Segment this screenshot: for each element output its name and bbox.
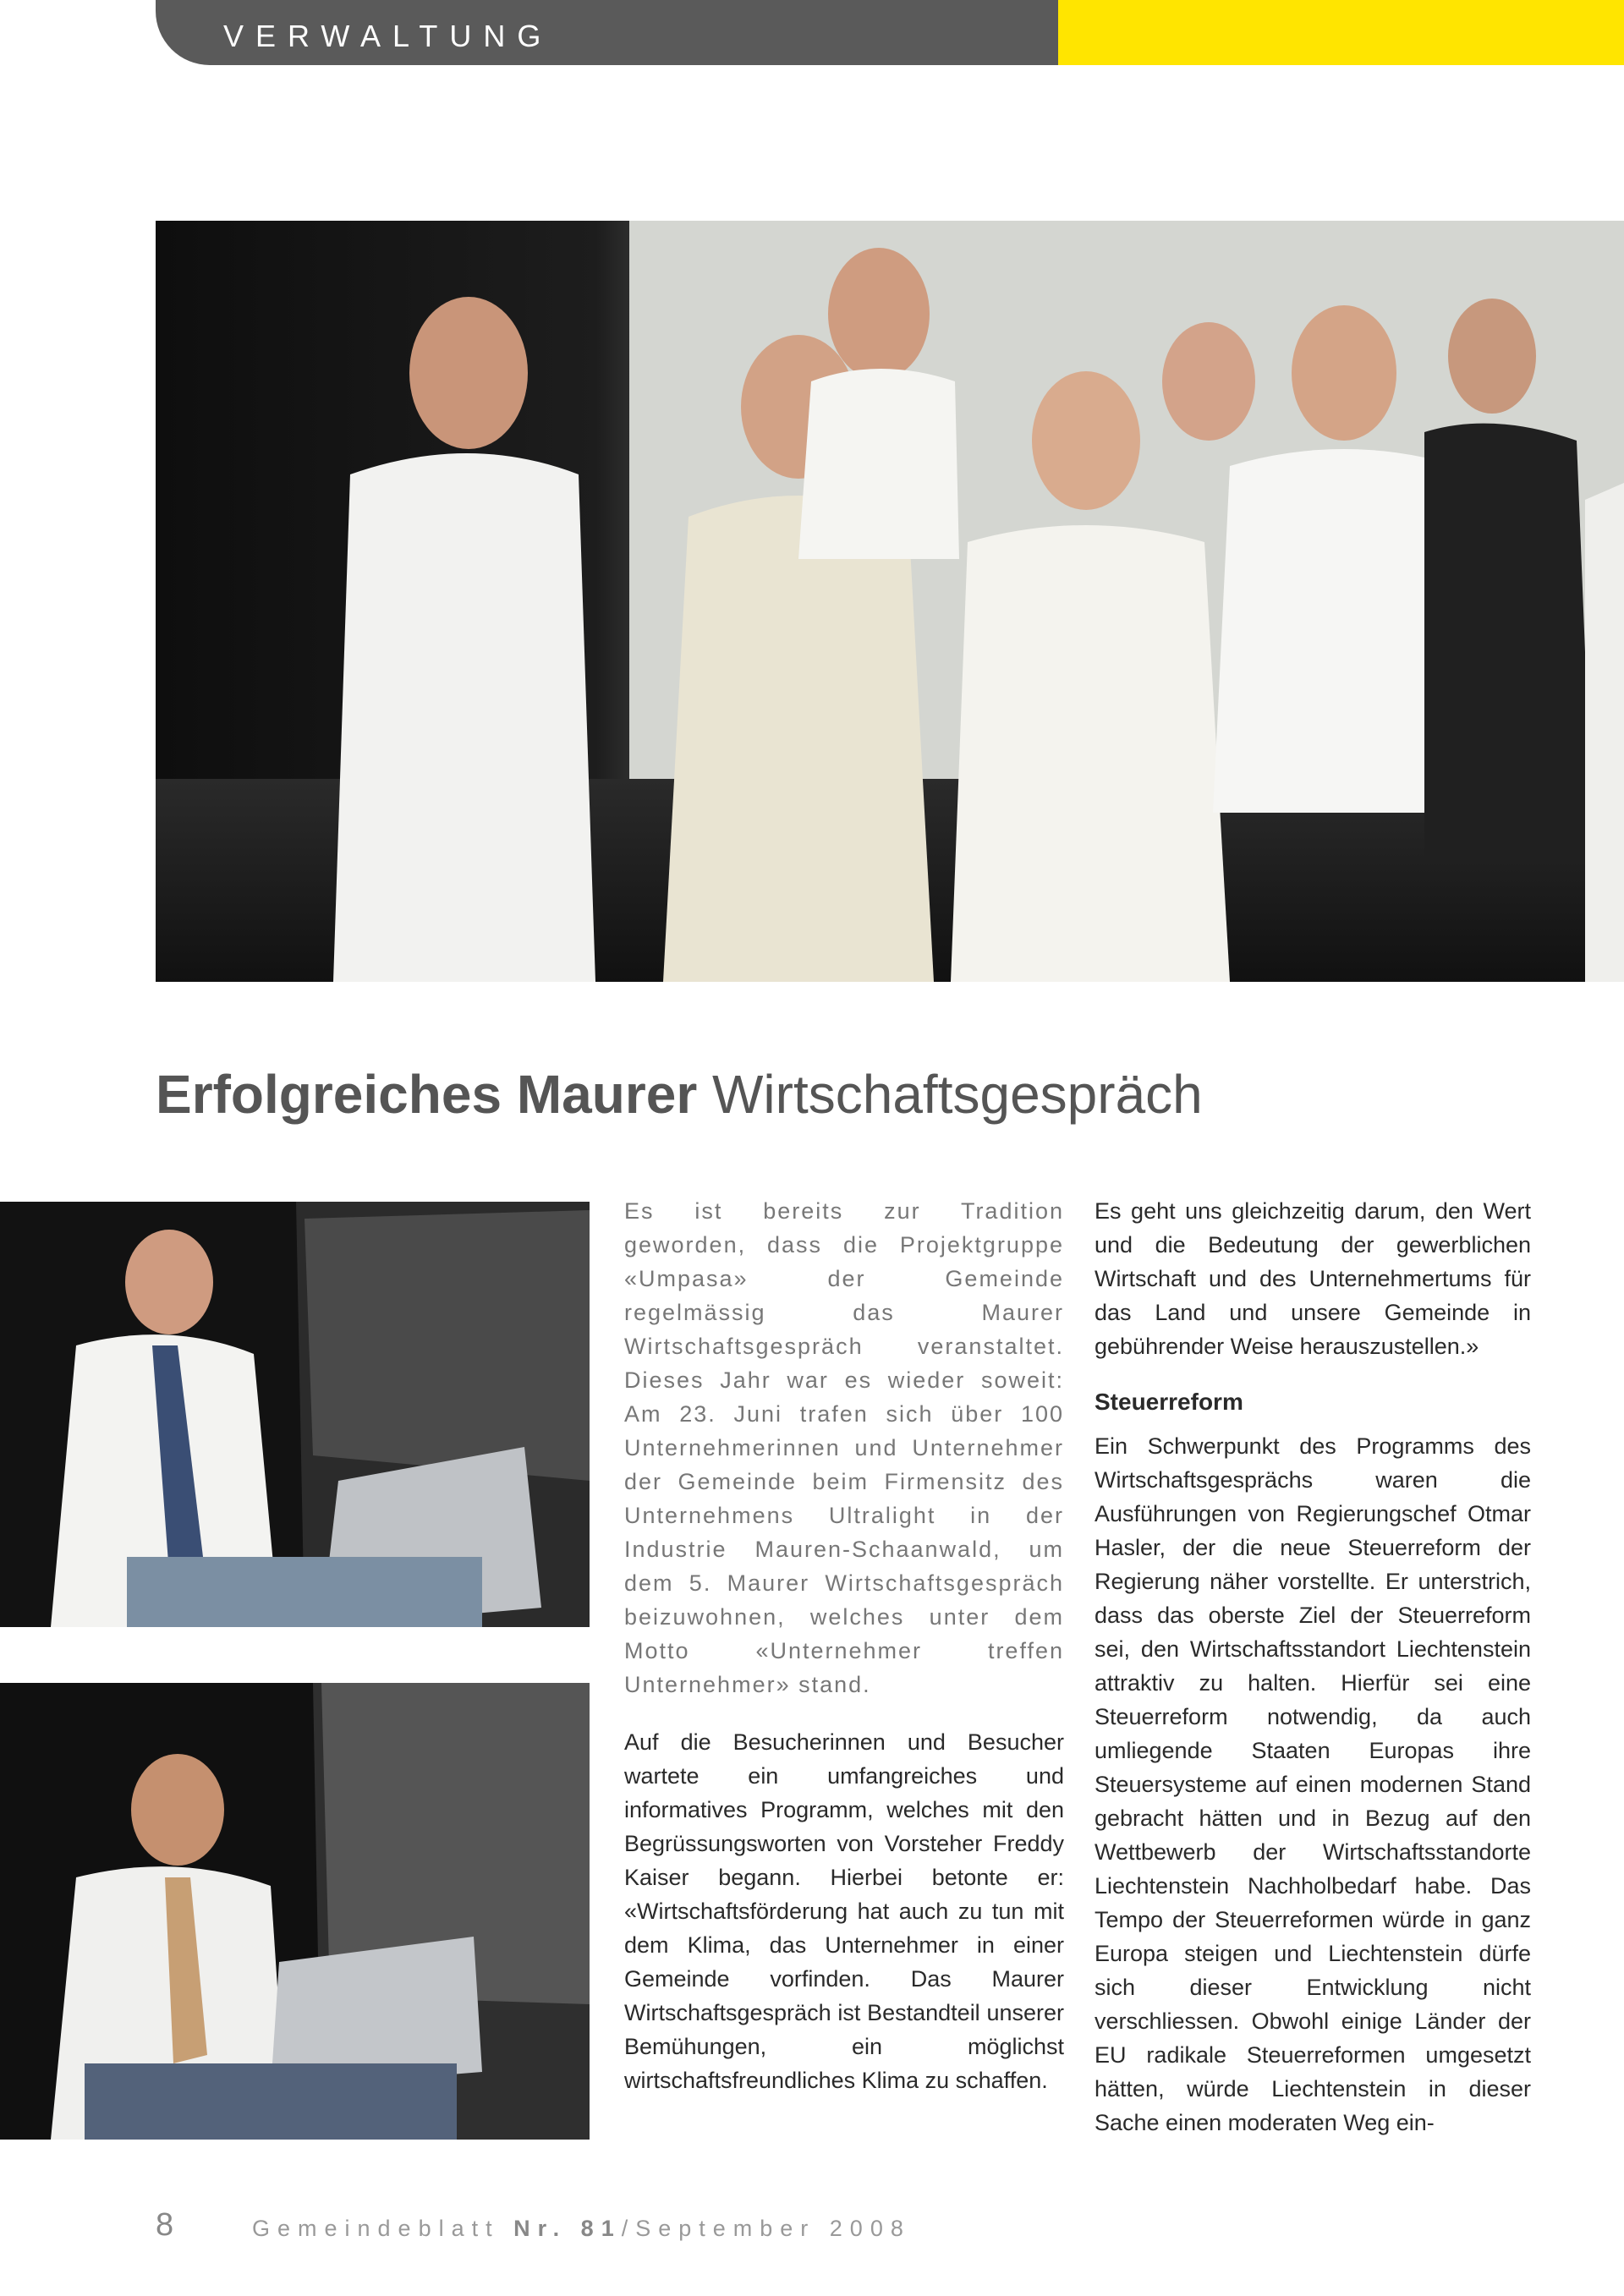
article-paragraph-3: Ein Schwerpunkt des Programms des Wirtschaftsgesprächs waren die Ausführungen von Regierungschef Otmar Hasler, der die neue Steuerreform der Regierung näher vorstellte. Er unterstrich, dass das oberste Ziel der Steuerreform sei, den Wirtschaftsstandort Liechtenstein attraktiv zu halten. Hierfür sei eine Steuerreform notwendig, da auch umliegende Staaten Europas ihre Steuersysteme auf einen modernen Stand gebracht hätten und in Bezug auf den Wettbewerb der Wirtschaftsstandorte Liechtenstein Nachholbedarf habe. Das Tempo der Steuerreformen würde in ganz Europa steigen und Liechtenstein dürfe sich dieser Entwicklung nicht verschliessen. Obwohl einige Länder der EU radikale Steuerreformen umgesetzt hätten, würde Liechtenstein in dieser Sache einen moderaten Weg ein- [1095,1433,1531,2135]
publication-name: Gemeindeblatt [252,2216,500,2241]
section-label: VERWALTUNG [223,19,553,53]
issue-number: 81 [580,2216,622,2241]
group-photo [156,221,1624,982]
title-light: Wirtschaftsgespräch [712,1064,1203,1125]
article-paragraph-2: Es geht uns gleichzeitig darum, den Wert und die Bedeutung der gewerblichen Wirtschaft und des Unternehmertums für das Land und unsere Gemeinde in gebührender Weise herauszustellen.» [1095,1198,1531,1359]
title-bold: Erfolgreiches Maurer [156,1064,698,1125]
subheading-steuerreform: Steuerreform [1095,1389,1243,1415]
second-speaker-at-lectern-photo [0,1683,590,2140]
issue-prefix: Nr. [513,2216,568,2241]
article-intro: Es ist bereits zur Tradition geworden, dass die Projektgruppe «Umpasa» der Gemeinde regelmässig das Maurer Wirtschaftsgespräch veranstaltet. Dieses Jahr war es wieder soweit: Am 23. Juni trafen sich über 100 Unternehmerinnen und Unternehmer der Gemeinde beim Firmensitz des Unternehmens Ultralight in der Industrie Mauren-Schaanwald, um dem 5. Maurer Wirtschaftsgespräch beizuwohnen, welches unter dem Motto «Unternehmer treffen Unternehmer» stand. [624,1198,1064,1697]
article-column-2 [1095,1194,1531,2140]
publication-footer [252,2216,911,2242]
article-paragraph-1: Auf die Besucherinnen und Besucher wartete ein umfangreiches und informatives Programm, welches mit den Begrüssungsworten von Vorsteher Freddy Kaiser begann. Hierbei betonte er: «Wirtschaftsförderung hat auch zu tun mit dem Klima, das Unternehmer in einer Gemeinde vorfinden. Das Maurer Wirtschaftsgespräch ist Bestandteil unserer Bemühungen, ein möglichst wirtschaftsfreundliches Klima zu schaffen. [624,1729,1064,2093]
issue-date: /September 2008 [621,2216,911,2241]
article-title [156,1064,1203,1125]
page-number: 8 [156,2207,174,2243]
article-column-1 [624,1194,1064,2097]
section-header-accent [1058,0,1624,65]
speaker-at-lectern-photo [0,1202,590,1627]
